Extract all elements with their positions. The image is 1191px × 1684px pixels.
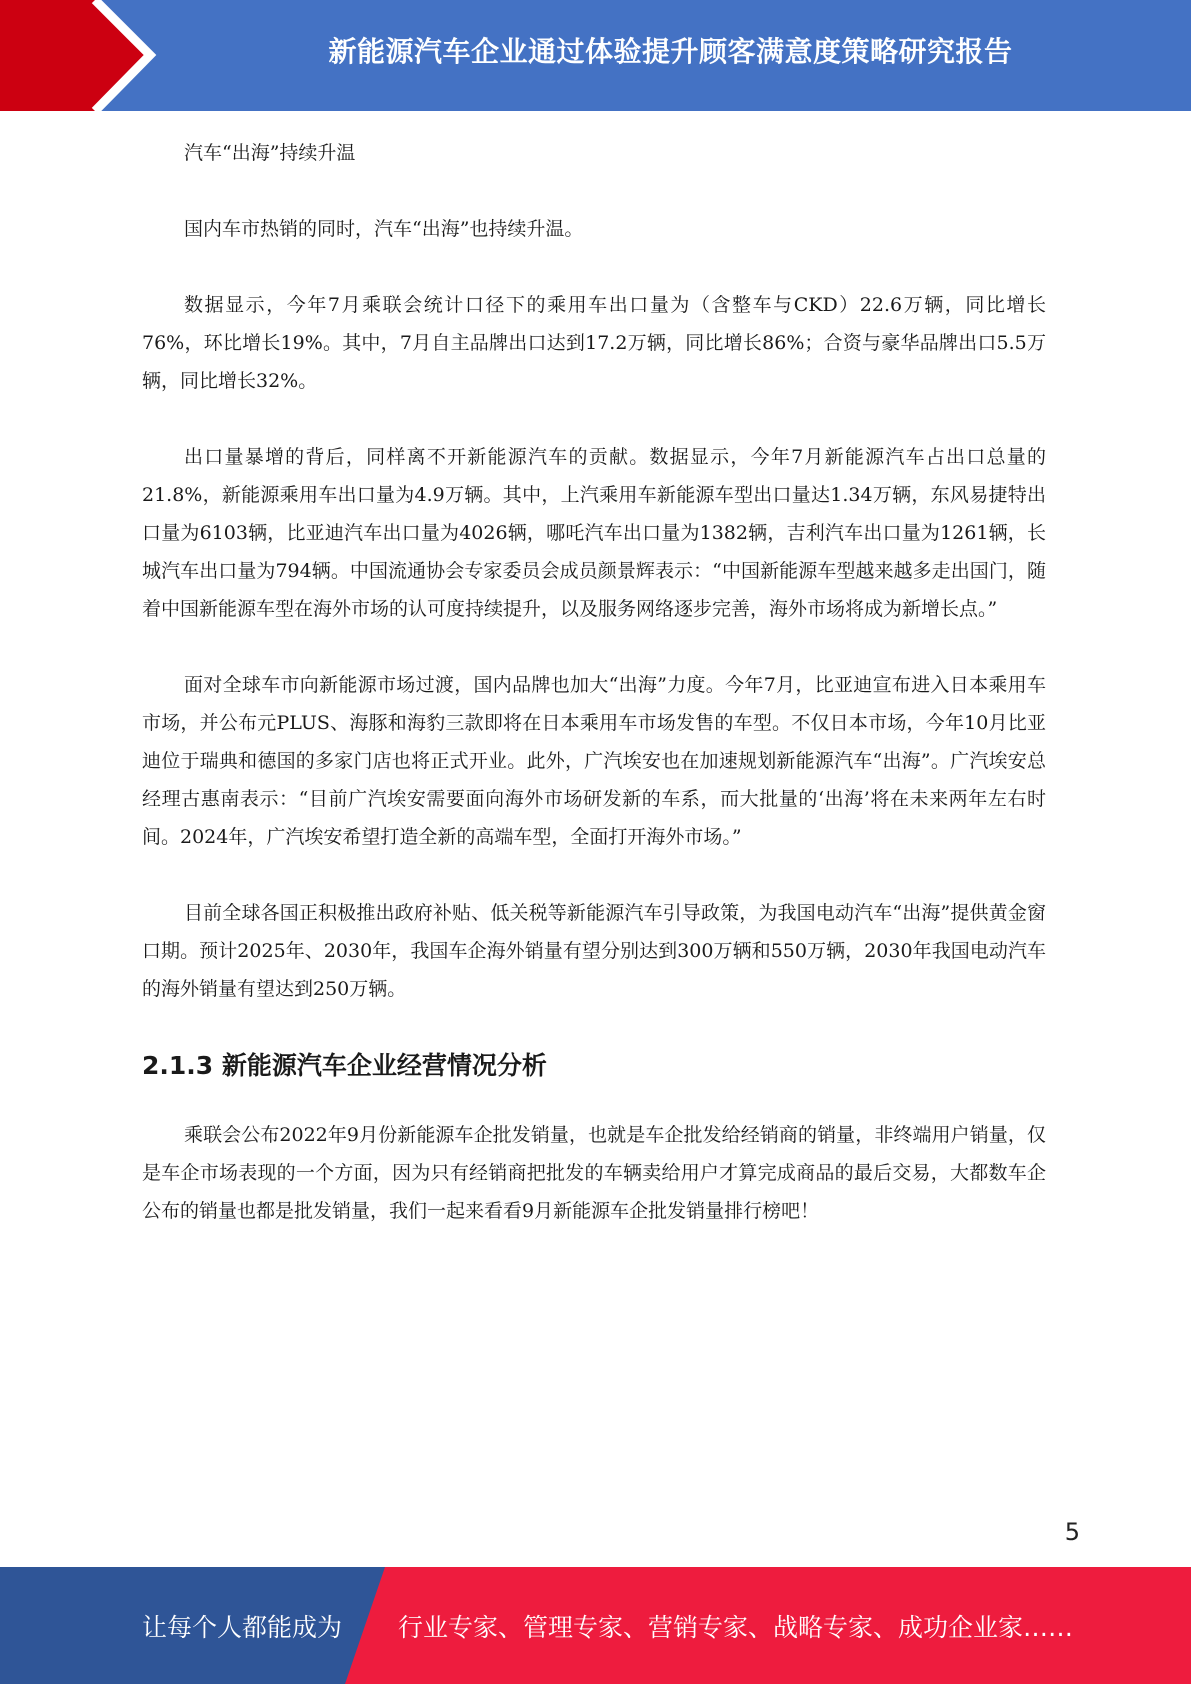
paragraph-wholesale-sales: 乘联会公布2022年9月份新能源车企批发销量，也就是车企批发给经销商的销量，非终端用户销量，仅是车企市场表现的一个方面，因为只有经销商把批发的车辆卖给用户才算完成商品的最后交易，大都数车企公布的销量也都是批发销量，我们一起来看看9月新能源车企批发销量排行榜吧！ [142,1124,1046,1222]
page-number: 5 [1064,1518,1080,1546]
paragraph-policy-outlook: 目前全球各国正积极推出政府补贴、低关税等新能源汽车引导政策，为我国电动汽车“出海”提供黄金窗口期。预计2025年、2030年，我国车企海外销量有望分别达到300万辆和550万辆，2030年我国电动汽车的海外销量有望达到250万辆。 [142,902,1046,1000]
paragraph-intro: 国内车市热销的同时，汽车“出海”也持续升温。 [184,218,584,240]
section-heading: 2.1.3 新能源汽车企业经营情况分析 [142,1051,547,1080]
main-content [142,134,1046,1268]
document-title: 新能源汽车企业通过体验提升顾客满意度策略研究报告 [328,35,1013,68]
footer-banner [0,1567,1191,1684]
footer-slogan-left: 让每个人都能成为 [142,1612,343,1642]
paragraph-subtitle: 汽车“出海”持续升温 [184,142,356,164]
header-chevron-decoration [0,0,160,111]
paragraph-brands-overseas: 面对全球车市向新能源市场过渡，国内品牌也加大“出海”力度。今年7月，比亚迪宣布进入日本乘用车市场，并公布元PLUS、海豚和海豹三款即将在日本乘用车市场发售的车型。不仅日本市场，今年10月比亚迪位于瑞典和德国的多家门店也将正式开业。此外，广汽埃安也在加速规划新能源汽车“出海”。广汽埃安总经理古惠南表示：“目前广汽埃安需要面向海外市场研发新的车系，而大批量的‘出海’将在未来两年左右时间。2024年，广汽埃安希望打造全新的高端车型，全面打开海外市场。” [142,674,1046,848]
paragraph-nev-export: 出口量暴增的背后，同样离不开新能源汽车的贡献。数据显示，今年7月新能源汽车占出口总量的21.8%，新能源乘用车出口量为4.9万辆。其中，上汽乘用车新能源车型出口量达1.34万辆，东风易捷特出口量为6103辆，比亚迪汽车出口量为4026辆，哪吒汽车出口量为1382辆，吉利汽车出口量为1261辆，长城汽车出口量为794辆。中国流通协会专家委员会成员颜景辉表示：“中国新能源车型越来越多走出国门，随着中国新能源车型在海外市场的认可度持续提升，以及服务网络逐步完善，海外市场将成为新增长点。” [142,446,1046,620]
paragraph-export-data: 数据显示，今年7月乘联会统计口径下的乘用车出口量为（含整车与CKD）22.6万辆，同比增长76%，环比增长19%。其中，7月自主品牌出口达到17.2万辆，同比增长86%；合资与豪华品牌出口5.5万辆，同比增长32%。 [142,294,1046,392]
header-banner [0,0,1191,111]
footer-slogan-right: 行业专家、管理专家、营销专家、战略专家、成功企业家…… [398,1612,1074,1642]
